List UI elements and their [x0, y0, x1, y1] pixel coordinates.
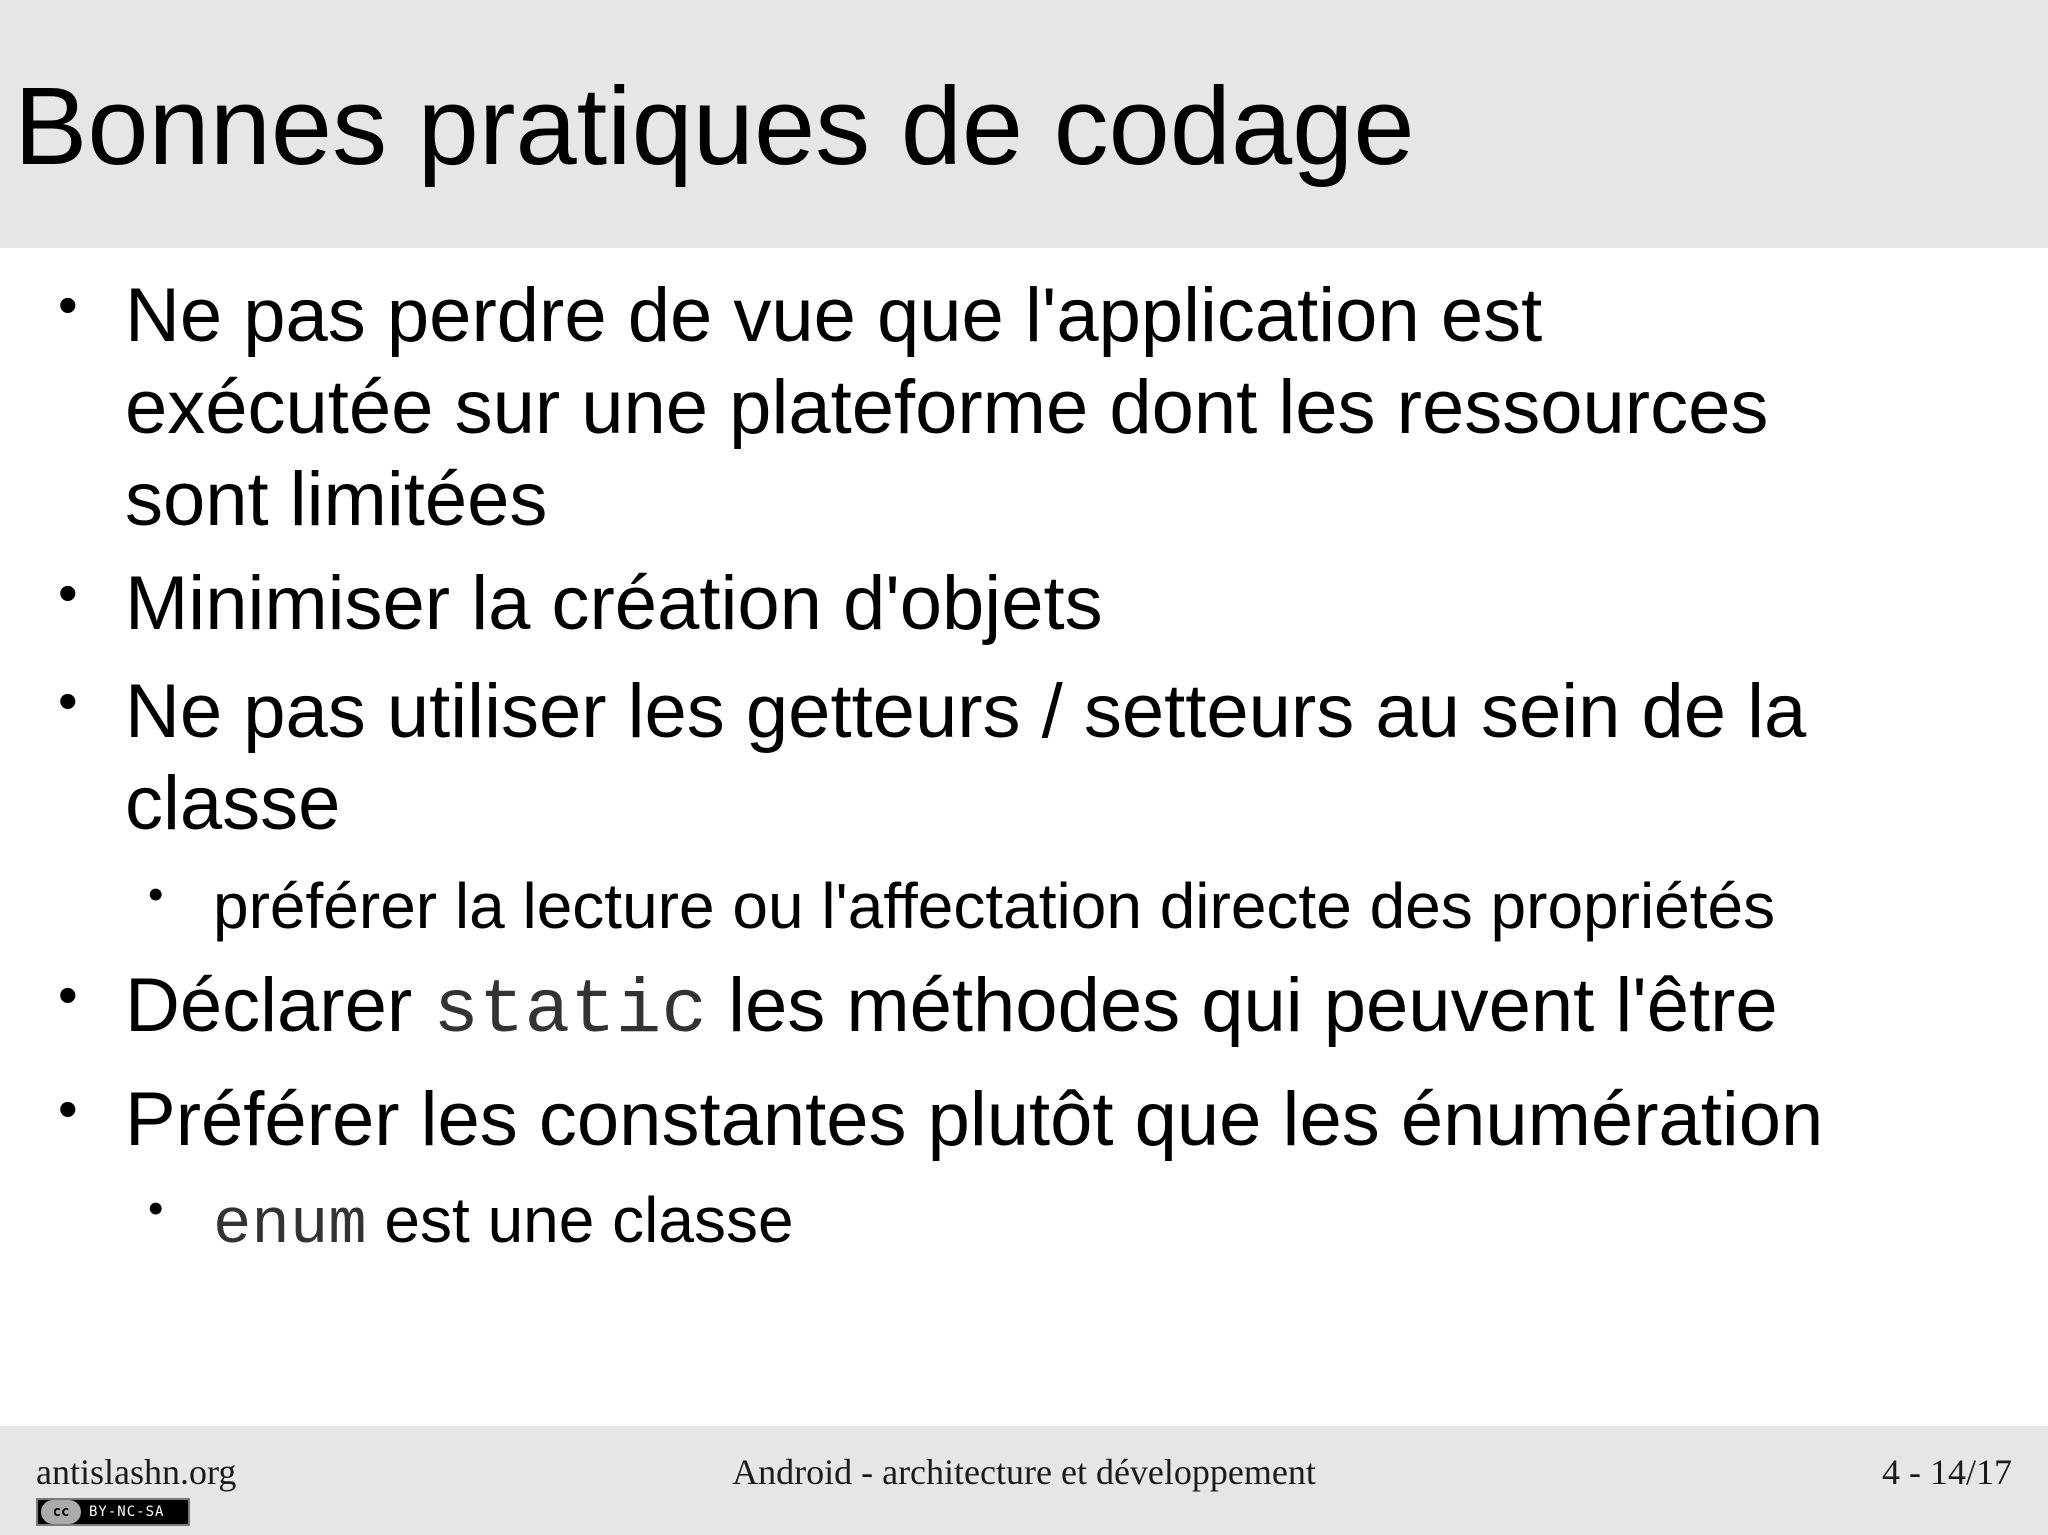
bullet-marker: • [58, 963, 78, 1026]
bullet-text-prefix: Déclarer [125, 963, 434, 1048]
footer-page-number: 4 - 14/17 [1882, 1452, 2012, 1492]
code-keyword-enum: enum [213, 1190, 367, 1262]
license-label: BY-NC-SA [89, 1504, 165, 1520]
sub-bullet-text [213, 1180, 794, 1266]
sub-bullet-marker: • [148, 870, 164, 919]
slide-title: Bonnes pratiques de codage [14, 65, 1415, 188]
bullet-text-suffix: les méthodes qui peuvent l'être [706, 963, 1778, 1048]
bullet-text-line: Ne pas utiliser les getteurs / setteurs au sein de la [125, 669, 1807, 754]
sub-bullet-text: préférer la lecture ou l'affectation directe des propriétés [213, 870, 1776, 942]
sub-bullet-text-suffix: est une classe [366, 1184, 794, 1256]
bullet-marker: • [58, 273, 78, 336]
bullet-marker: • [58, 561, 78, 624]
footer-course-title: Android - architecture et développement [732, 1452, 1316, 1492]
slide-footer [0, 1426, 2048, 1535]
bullet-text-line: Ne pas perdre de vue que l'application est [125, 273, 1543, 358]
license-badge [36, 1498, 190, 1526]
bullet-text-line: sont limitées [125, 457, 548, 542]
bullet-text-line: classe [125, 761, 341, 846]
code-keyword-static: static [433, 968, 707, 1054]
footer-site: antislashn.org [36, 1452, 237, 1492]
bullet-text-line: Minimiser la création d'objets [125, 561, 1103, 646]
bullet-marker: • [58, 1077, 78, 1140]
bullet-text-line: Préférer les constantes plutôt que les énumération [125, 1077, 1824, 1162]
bullet-text-line [125, 960, 1778, 1057]
bullet-marker: • [58, 669, 78, 732]
title-bar [0, 0, 2048, 248]
bullet-text-line: exécutée sur une plateforme dont les ressources [125, 365, 1769, 450]
creative-commons-icon: cc [41, 1500, 81, 1524]
sub-bullet-marker: • [148, 1184, 164, 1233]
